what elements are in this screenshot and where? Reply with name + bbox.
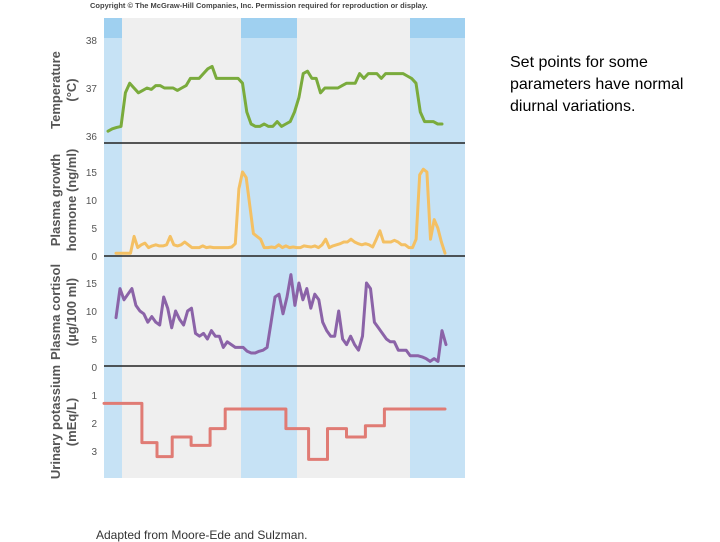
cortisol-axis-label xyxy=(48,264,79,360)
growth-hormone-axis-label xyxy=(48,149,79,252)
temperature-axis-label xyxy=(48,51,79,129)
potassium-tick-1: 1 xyxy=(91,391,97,402)
cortisol-axis-label-line-1: Plasma cortisol xyxy=(48,263,63,361)
potassium-tick-3: 3 xyxy=(91,447,97,458)
growth-hormone-axis-label-line-1: Plasma growth xyxy=(48,153,63,247)
growth-hormone-axis-label-line-2: hormone (ng/ml) xyxy=(64,148,79,252)
cortisol-tick-5: 5 xyxy=(91,335,97,346)
cortisol-tick-15: 15 xyxy=(85,279,97,290)
temperature-tick-38: 38 xyxy=(85,36,97,47)
source-credit: Adapted from Moore-Ede and Sulzman. xyxy=(96,528,308,542)
temperature-tick-37: 37 xyxy=(85,84,97,95)
temperature-axis-label-line-2: (°C) xyxy=(64,78,79,102)
copyright-notice: Copyright © The McGraw-Hill Companies, Inc. Permission required for reproduction or display. xyxy=(90,1,428,10)
night-band-1 xyxy=(104,18,122,478)
potassium-axis-label xyxy=(48,365,79,479)
growth-hormone-tick-5: 5 xyxy=(91,224,97,235)
night-band-top-2 xyxy=(241,18,297,38)
slide-caption: Set points for some parameters have normal diurnal variations. xyxy=(510,54,684,115)
cortisol-axis-label-line-2: (µg/100 ml) xyxy=(64,277,79,347)
temperature-axis-label-line-1: Temperature xyxy=(48,51,63,129)
axis-labels xyxy=(48,51,79,479)
cortisol-tick-0: 0 xyxy=(91,363,97,374)
night-band-top-3 xyxy=(410,18,465,38)
temperature-tick-36: 36 xyxy=(85,132,97,143)
growth-hormone-tick-15: 15 xyxy=(85,168,97,179)
potassium-axis-label-line-1: Urinary potassium xyxy=(48,364,63,480)
growth-hormone-tick-10: 10 xyxy=(85,196,97,207)
cortisol-tick-10: 10 xyxy=(85,307,97,318)
night-band-top-1 xyxy=(104,18,122,38)
potassium-axis-label-line-2: (mEq/L) xyxy=(64,397,79,447)
axis-ticks xyxy=(86,36,98,458)
potassium-tick-2: 2 xyxy=(91,419,97,430)
growth-hormone-tick-0: 0 xyxy=(91,252,97,263)
